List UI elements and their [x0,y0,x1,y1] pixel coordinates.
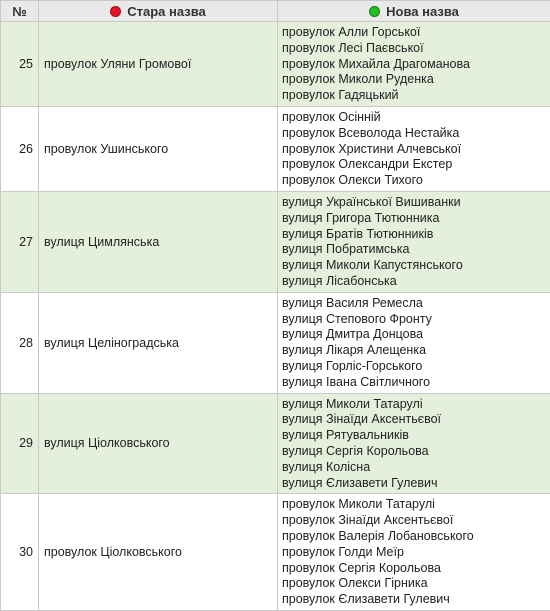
new-name-option: вулиця Єлизавети Гулевич [282,476,550,492]
old-street-name: вулиця Ціолковського [39,393,278,494]
row-number: 30 [1,494,39,611]
new-name-option: провулок Алли Горської [282,25,550,41]
row-number: 28 [1,292,39,393]
old-street-name: вулиця Целіноградська [39,292,278,393]
new-name-options [278,292,550,393]
new-name-option: вулиця Лісабонська [282,274,550,290]
new-name-option: вулиця Братів Тютюнників [282,227,550,243]
new-name-option: вулиця Лікаря Алещенка [282,343,550,359]
new-name-option: провулок Валерія Лобановського [282,529,550,545]
row-number: 27 [1,191,39,292]
table-row [1,292,550,393]
header-row [1,1,550,22]
header-old-name-label: Стара назва [127,4,206,19]
new-name-option: провулок Голди Меїр [282,545,550,561]
header-number: № [1,1,39,22]
new-name-option: провулок Сергія Корольова [282,561,550,577]
new-name-option: провулок Всеволода Нестайка [282,126,550,142]
table-row [1,393,550,494]
new-name-option: вулиця Івана Світличного [282,375,550,391]
new-name-option: провулок Олекси Тихого [282,173,550,189]
old-street-name: провулок Ціолковського [39,494,278,611]
table-row [1,494,550,611]
new-name-option: вулиця Миколи Татарулі [282,397,550,413]
old-street-name: провулок Уляни Громової [39,22,278,107]
new-name-option: вулиця Степового Фронту [282,312,550,328]
row-number: 26 [1,106,39,191]
new-name-option: вулиця Дмитра Донцова [282,327,550,343]
table-row [1,22,550,107]
row-number: 29 [1,393,39,494]
new-name-options [278,494,550,611]
new-name-option: провулок Осінній [282,110,550,126]
new-name-option: провулок Лесі Паєвської [282,41,550,57]
new-name-option: вулиця Побратимська [282,242,550,258]
new-name-options [278,22,550,107]
old-street-name: провулок Ушинського [39,106,278,191]
header-new-name-label: Нова назва [386,4,459,19]
new-name-option: провулок Гадяцький [282,88,550,104]
red-dot-icon [110,6,121,17]
new-name-option: провулок Єлизавети Гулевич [282,592,550,608]
new-name-option: провулок Зінаїди Аксентьєвої [282,513,550,529]
new-name-option: вулиця Миколи Капустянського [282,258,550,274]
new-name-option: вулиця Горліс-Горського [282,359,550,375]
new-name-option: вулиця Григора Тютюнника [282,211,550,227]
new-name-option: провулок Миколи Татарулі [282,497,550,513]
new-name-option: провулок Олекси Гірника [282,576,550,592]
new-name-option: провулок Михайла Драгоманова [282,57,550,73]
green-dot-icon [369,6,380,17]
new-name-options [278,191,550,292]
header-old-name [39,1,278,22]
new-name-options [278,106,550,191]
new-name-option: вулиця Колісна [282,460,550,476]
row-number: 25 [1,22,39,107]
old-street-name: вулиця Цимлянська [39,191,278,292]
new-name-option: вулиця Рятувальників [282,428,550,444]
new-name-option: вулиця Сергія Корольова [282,444,550,460]
new-name-option: провулок Олександри Екстер [282,157,550,173]
new-name-option: вулиця Української Вишиванки [282,195,550,211]
table-row [1,106,550,191]
header-new-name [278,1,550,22]
new-name-options [278,393,550,494]
new-name-option: провулок Миколи Руденка [282,72,550,88]
new-name-option: вулиця Зінаїди Аксентьєвої [282,412,550,428]
table-row [1,191,550,292]
new-name-option: провулок Христини Алчевської [282,142,550,158]
new-name-option: вулиця Василя Ремесла [282,296,550,312]
